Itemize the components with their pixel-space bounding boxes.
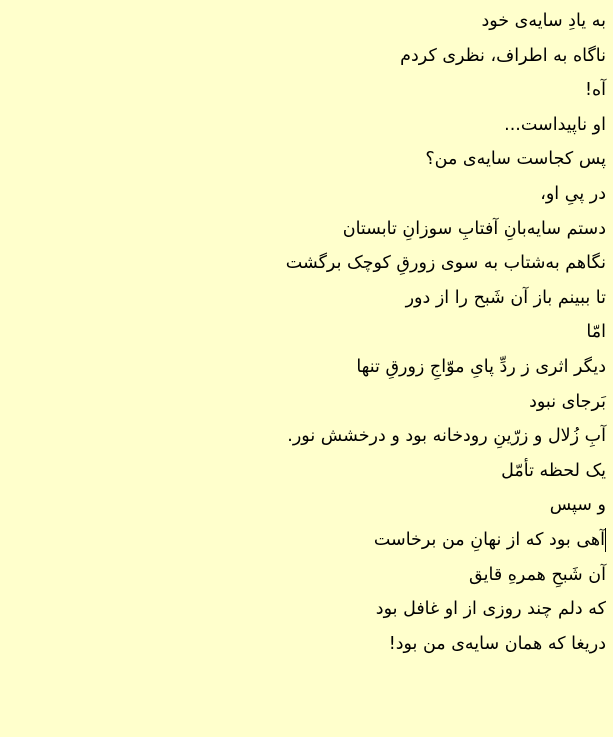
poem-line: تا ببینم باز آن شَبح را از دور <box>405 287 606 308</box>
poem-line: در پیِ او، <box>540 183 606 204</box>
poem-line: که دلم چند روزی از او غافل بود <box>375 599 606 620</box>
poem-line: و سپس <box>549 495 606 516</box>
poem-line: دریغا که همان سایه‌ی من بود! <box>388 633 606 654</box>
poem-line: آه! <box>584 80 606 101</box>
poem-line: آبِ زُلال و زرّینِ رودخانه بود و درخشش نور. <box>287 426 606 447</box>
poem-line: نگاهم به‌شتاب به سوی زورقِ کوچک برگشت <box>285 253 606 274</box>
poem-line: بَرجای نبود <box>529 391 606 412</box>
poem-line: پس کجاست سایه‌ی من؟ <box>425 149 606 170</box>
text-caret <box>605 528 606 552</box>
poem-line: یک لحظه تأمّل <box>501 460 606 481</box>
poem-line: دستم سایه‌بانِ آفتابِ سوزانِ تابستان <box>342 218 606 239</box>
poem-line: امّا <box>586 322 606 343</box>
poem-line: او ناپیداست... <box>504 114 606 135</box>
poem-line: دیگر اثری ز ردِّ پایِ موّاجِ زورقِ تنها <box>356 356 606 377</box>
poem-line-text: آهی بود که از نهانِ من برخاست <box>373 529 605 550</box>
poem-line: به یادِ سایه‌ی خود <box>481 11 606 31</box>
poem-line: ناگاه به اطراف، نظری کردم <box>400 45 606 66</box>
poem-text <box>0 4 606 661</box>
poem-line-with-caret[interactable] <box>0 523 606 558</box>
poem-line: آن شَبحِ همرهِ قایق <box>469 564 606 585</box>
